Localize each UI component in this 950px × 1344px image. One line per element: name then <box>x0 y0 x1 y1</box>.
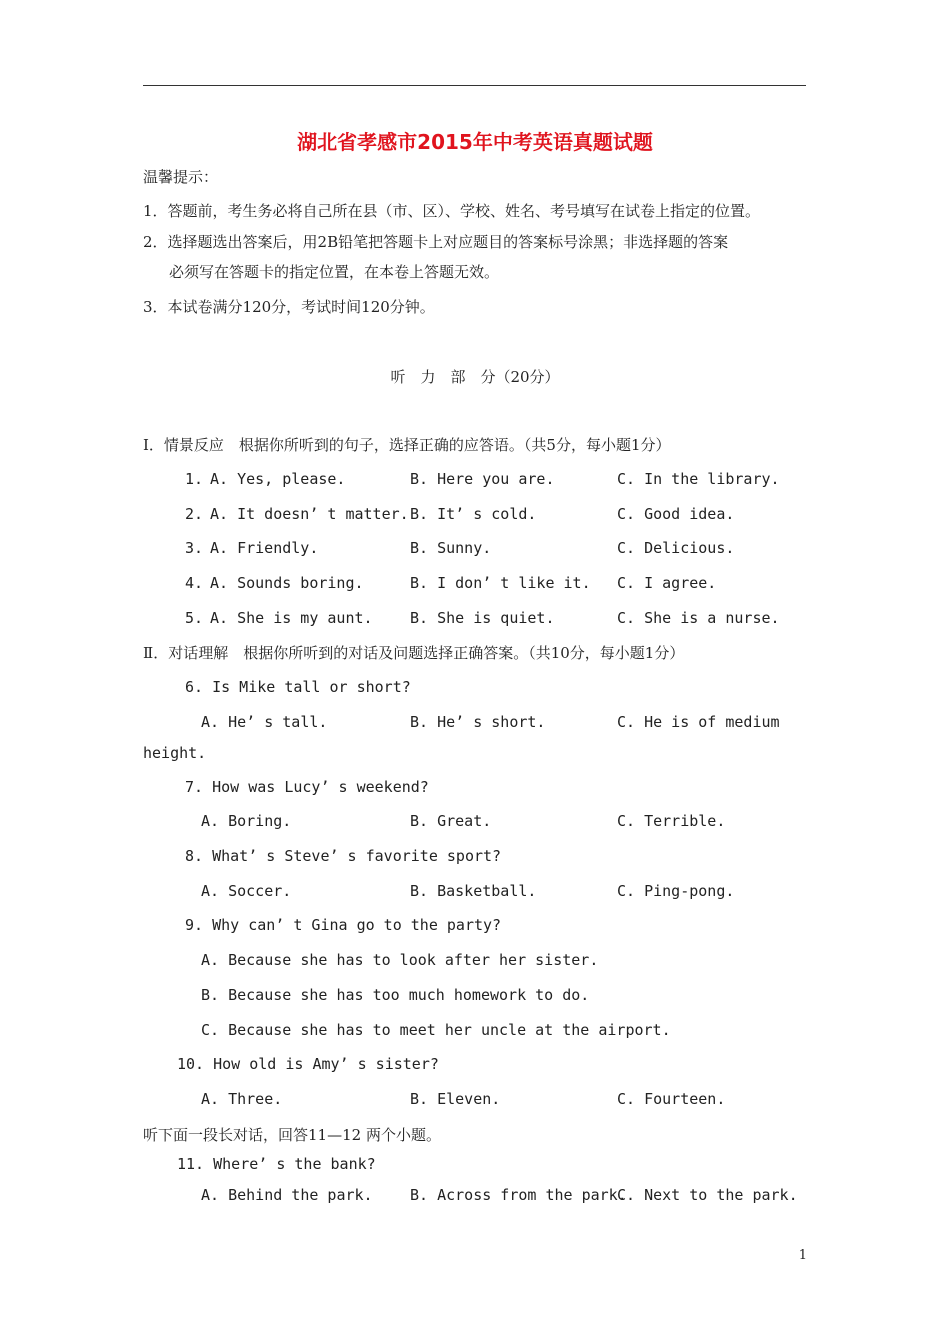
tip-item: 2．选择题选出答案后，用2B铅笔把答题卡上对应题目的答案标号涂黑；非选择题的答案 <box>143 233 729 251</box>
header-rule <box>143 85 806 86</box>
question-number: 1. <box>185 470 204 488</box>
page-number: 1 <box>798 1248 807 1263</box>
question-number: 5. <box>185 609 204 627</box>
option-c: C. Delicious. <box>617 539 735 557</box>
tips-heading: 温馨提示： <box>143 168 219 186</box>
option-b: B. Because she has too much homework to do. <box>201 986 590 1004</box>
option-a: A. He’ s tall. <box>201 713 328 731</box>
option-b: B. He’ s short. <box>410 713 546 731</box>
section-title: 听 力 部 分（20分） <box>390 368 560 386</box>
option-a: A. Soccer. <box>201 882 292 900</box>
option-c: C. Fourteen. <box>617 1090 726 1108</box>
option-c-continued: height. <box>143 744 207 762</box>
option-c: C. Good idea. <box>617 505 735 523</box>
option-b: B. Basketball. <box>410 882 537 900</box>
option-c: C. She is a nurse. <box>617 609 780 627</box>
option-c: C. I agree. <box>617 574 717 592</box>
option-c: C. Next to the park. <box>617 1186 798 1204</box>
option-b: B. She is quiet. <box>410 609 555 627</box>
option-b: B. Across from the park. <box>410 1186 627 1204</box>
long-dialogue-intro: 听下面一段长对话，回答11—12 两个小题。 <box>143 1126 441 1144</box>
option-c: C. In the library. <box>617 470 780 488</box>
question-stem: 11. Where’ s the bank? <box>177 1155 376 1173</box>
question-stem: 6. Is Mike tall or short? <box>185 678 411 696</box>
option-b: B. I don’ t like it. <box>410 574 591 592</box>
option-b: B. It’ s cold. <box>410 505 537 523</box>
part2-heading: Ⅱ．对话理解 根据你所听到的对话及问题选择正确答案。（共10分，每小题1分） <box>143 644 685 662</box>
option-a: A. Three. <box>201 1090 283 1108</box>
question-stem: 8. What’ s Steve’ s favorite sport? <box>185 847 502 865</box>
option-b: B. Sunny. <box>410 539 492 557</box>
tip-item: 1．答题前，考生务必将自己所在县（市、区）、学校、姓名、考号填写在试卷上指定的位置。 <box>143 202 761 220</box>
option-a: A. Boring. <box>201 812 292 830</box>
question-number: 4. <box>185 574 204 592</box>
option-c: C. Ping-pong. <box>617 882 735 900</box>
option-a: A. Friendly. <box>210 539 319 557</box>
part1-heading: I．情景反应 根据你所听到的句子，选择正确的应答语。（共5分，每小题1分） <box>143 436 671 454</box>
option-c: C. Terrible. <box>617 812 726 830</box>
option-a: A. Yes, please. <box>210 470 346 488</box>
option-b: B. Great. <box>410 812 492 830</box>
option-a: A. It doesn’ t matter. <box>210 505 409 523</box>
option-c: C. He is of medium <box>617 713 780 731</box>
question-stem: 7. How was Lucy’ s weekend? <box>185 778 429 796</box>
option-c: C. Because she has to meet her uncle at the airport. <box>201 1021 671 1039</box>
option-a: A. She is my aunt. <box>210 609 373 627</box>
question-number: 3. <box>185 539 204 557</box>
option-b: B. Eleven. <box>410 1090 501 1108</box>
question-number: 2. <box>185 505 204 523</box>
option-a: A. Behind the park. <box>201 1186 373 1204</box>
question-stem: 9. Why can’ t Gina go to the party? <box>185 916 502 934</box>
option-a: A. Because she has to look after her sister. <box>201 951 599 969</box>
option-a: A. Sounds boring. <box>210 574 364 592</box>
question-stem: 10. How old is Amy’ s sister? <box>177 1055 439 1073</box>
page-title: 湖北省孝感市2015年中考英语真题试题 <box>297 130 653 154</box>
tip-item: 3．本试卷满分120分，考试时间120分钟。 <box>143 298 435 316</box>
tip-item: 必须写在答题卡的指定位置，在本卷上答题无效。 <box>169 263 500 281</box>
option-b: B. Here you are. <box>410 470 555 488</box>
